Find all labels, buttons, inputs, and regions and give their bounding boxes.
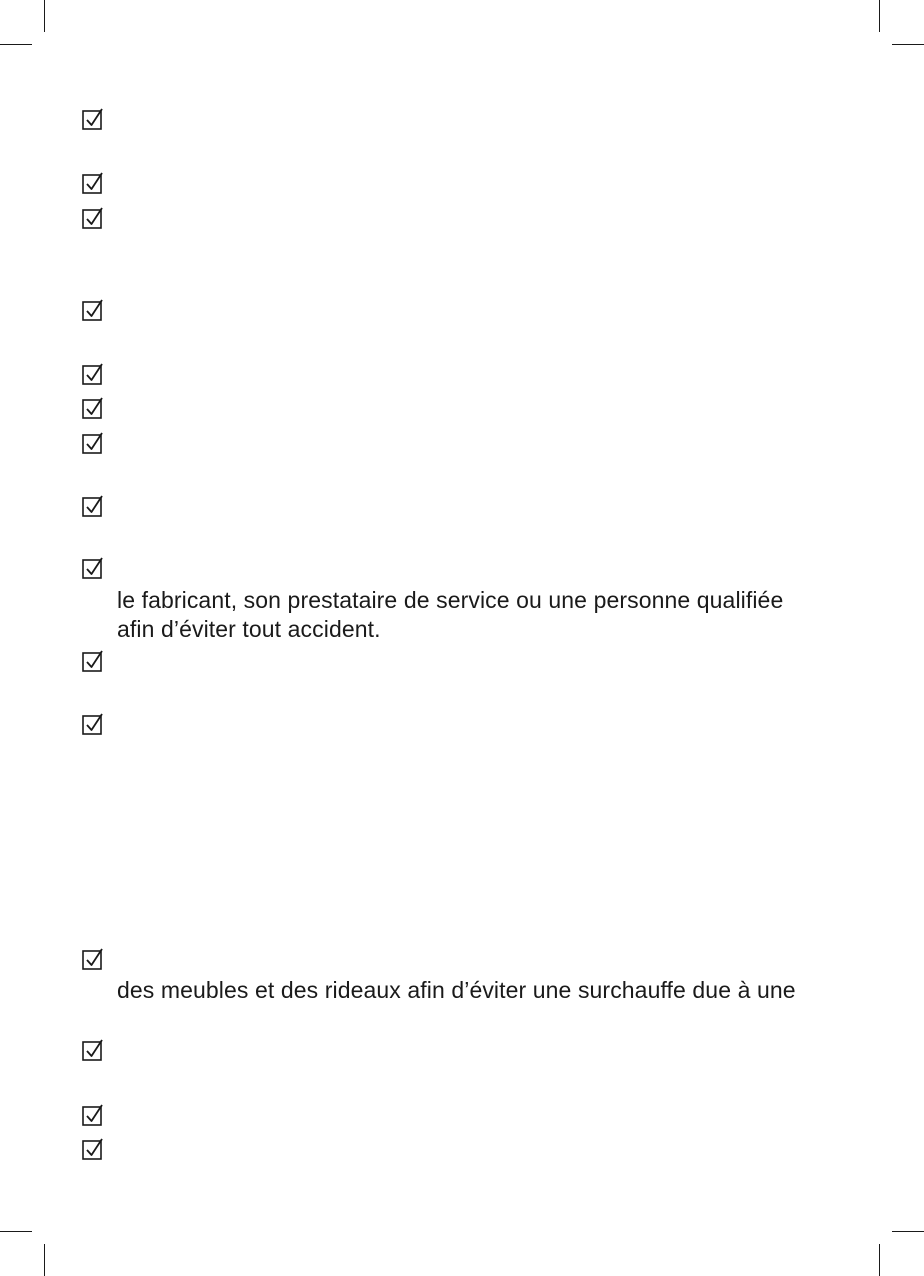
checked-box-icon (82, 948, 104, 970)
text-line-furniture: des meubles et des rideaux afin d’éviter une surchauffe due à une (117, 977, 796, 1003)
crop-mark-top-right-vertical (879, 0, 880, 32)
crop-mark-top-left-horizontal (0, 44, 32, 45)
checked-box-icon (82, 432, 104, 454)
checked-box-icon (82, 397, 104, 419)
checked-box-icon (82, 557, 104, 579)
text-line-manufacturer: le fabricant, son prestataire de service ou une personne qualifiée (117, 587, 784, 613)
crop-mark-top-left-vertical (44, 0, 45, 32)
checked-box-icon (82, 495, 104, 517)
crop-mark-bottom-right-horizontal (892, 1231, 924, 1232)
checked-box-icon (82, 650, 104, 672)
checked-box-icon (82, 299, 104, 321)
crop-mark-bottom-left-vertical (44, 1244, 45, 1276)
checked-box-icon (82, 108, 104, 130)
crop-mark-top-right-horizontal (892, 44, 924, 45)
checked-box-icon (82, 1039, 104, 1061)
checked-box-icon (82, 207, 104, 229)
checked-box-icon (82, 1138, 104, 1160)
crop-mark-bottom-left-horizontal (0, 1231, 32, 1232)
checked-box-icon (82, 1104, 104, 1126)
checked-box-icon (82, 363, 104, 385)
checked-box-icon (82, 713, 104, 735)
checked-box-icon (82, 172, 104, 194)
text-line-accident: afin d’éviter tout accident. (117, 616, 381, 642)
crop-mark-bottom-right-vertical (879, 1244, 880, 1276)
